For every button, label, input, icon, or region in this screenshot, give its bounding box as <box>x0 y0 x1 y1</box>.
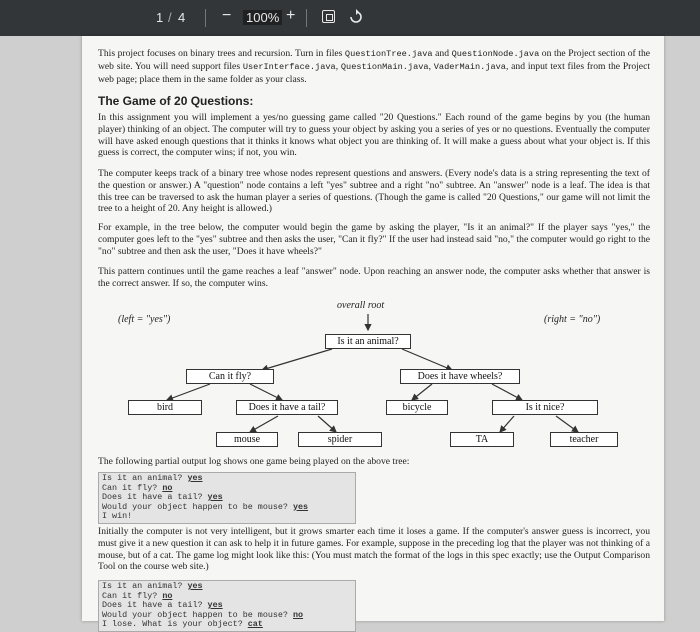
tree-node-nice: Is it nice? <box>492 400 598 415</box>
filename: QuestionTree.java <box>344 49 433 59</box>
tree-node-fly: Can it fly? <box>186 369 274 384</box>
log-line: Would your object happen to be mouse? yes <box>102 501 309 512</box>
log-line: Is it an animal? yes <box>102 473 203 483</box>
paragraph: The computer keeps track of a binary tree whose nodes represent questions and answers. (Every node's data is a string representing the text of the question or answer.) A "question" node contains a left "yes" subtree and a right "no" subtree. An "answer" node is a leaf. The idea is that this tree can be traversed to ask the human player a series of questions. (Though the game is called "20 Questions," our game will not limit the tree to a height of 20. Any height is allowed.) <box>98 168 650 215</box>
output-log <box>98 580 356 632</box>
log-line: Does it have a tail? yes <box>102 492 223 503</box>
log-line: I lose. What is your object? cat <box>102 619 263 630</box>
page-current[interactable]: 1 <box>156 10 164 25</box>
tree-node-spider: spider <box>298 432 382 447</box>
intro-paragraph: This project focuses on binary trees and recursion. Turn in files QuestionTree.java and QuestionNode.java on the Project section of the web site. You will need support files UserInterface.java, QuestionMain.java, VaderMain.java, and input text files from the Project web page; place them in the same folder as your class. <box>98 48 650 85</box>
log-intro: The following partial output log shows one game being played on the above tree: <box>98 456 410 467</box>
paragraph: Initially the computer is not very intelligent, but it grows smarter each time it loses a game. If the computer's answer guess is incorrect, you must give it a new question it can ask to help it in future games. For example, suppose in the preceding log that the player was not thinking of a mouse, but of a cat. The game log might look like this: (You must match the format of the logs in this spec exactly; use the Output Comparison Tool on the course web site.) <box>98 526 650 573</box>
log-line: Can it fly? no <box>102 482 173 493</box>
filename: VaderMain.java <box>433 61 506 72</box>
tree-node-ta: TA <box>450 432 514 447</box>
pdf-toolbar <box>0 0 700 36</box>
log-line: Would your object happen to be mouse? no <box>102 609 304 620</box>
pdf-page <box>82 36 664 630</box>
tree-node-teacher: teacher <box>550 432 618 447</box>
filename: QuestionMain.java <box>340 61 429 72</box>
rotate-icon[interactable] <box>348 9 364 25</box>
filename: UserInterface.java <box>242 61 336 72</box>
paragraph: This pattern continues until the game reaches a leaf "answer" node. Upon reaching an answer node, the computer asks whether that answer is the correct answer. If so, the computer wins. <box>98 266 650 289</box>
tree-node-bird: bird <box>128 400 202 415</box>
page-separator: / <box>168 10 172 25</box>
paragraph: For example, in the tree below, the computer would begin the game by asking the player, "Is it an animal?" If the player says "yes," the computer goes left to the "yes" subtree and then asks the user, "Can it fly?" If the user had instead said "no," the computer would go right to the "no" subtree and then ask the user, "Does it have wheels?" <box>98 222 650 257</box>
log-line: Is it an animal? yes <box>102 581 203 591</box>
log-line: I win! <box>102 511 133 522</box>
zoom-level[interactable]: 100% <box>243 10 282 25</box>
overall-root-label: overall root <box>337 300 385 311</box>
log-line: Can it fly? no <box>102 590 173 601</box>
toolbar-divider <box>306 9 307 27</box>
tree-node-wheels: Does it have wheels? <box>400 369 520 384</box>
zoom-in-button[interactable]: + <box>286 7 296 24</box>
toolbar-divider <box>205 9 206 27</box>
fit-page-icon[interactable] <box>322 10 335 23</box>
output-log <box>98 472 356 524</box>
right-no-label: (right = "no") <box>544 314 601 325</box>
section-title: The Game of 20 Questions: <box>98 94 254 108</box>
tree-node-animal: Is it an animal? <box>325 334 411 349</box>
paragraph: In this assignment you will implement a yes/no guessing game called "20 Questions." Each round of the game begins by you (the human player) thinking of an object. The computer will try to guess your object by asking you a series of yes or no questions. Eventually the computer will have asked enough questions that it thinks it knows what object you are thinking of. It will make a guess about what your object is. If this guess is correct, the computer wins; if not, you win. <box>98 112 650 159</box>
log-line: Does it have a tail? yes <box>102 600 223 611</box>
zoom-out-button[interactable]: − <box>222 7 232 24</box>
page-total: 4 <box>178 10 186 25</box>
tree-node-mouse: mouse <box>216 432 278 447</box>
tree-node-tail: Does it have a tail? <box>236 400 338 415</box>
left-yes-label: (left = "yes") <box>118 314 171 325</box>
filename: QuestionNode.java <box>451 49 540 59</box>
tree-node-bicycle: bicycle <box>386 400 448 415</box>
question-tree-diagram <box>82 294 664 454</box>
